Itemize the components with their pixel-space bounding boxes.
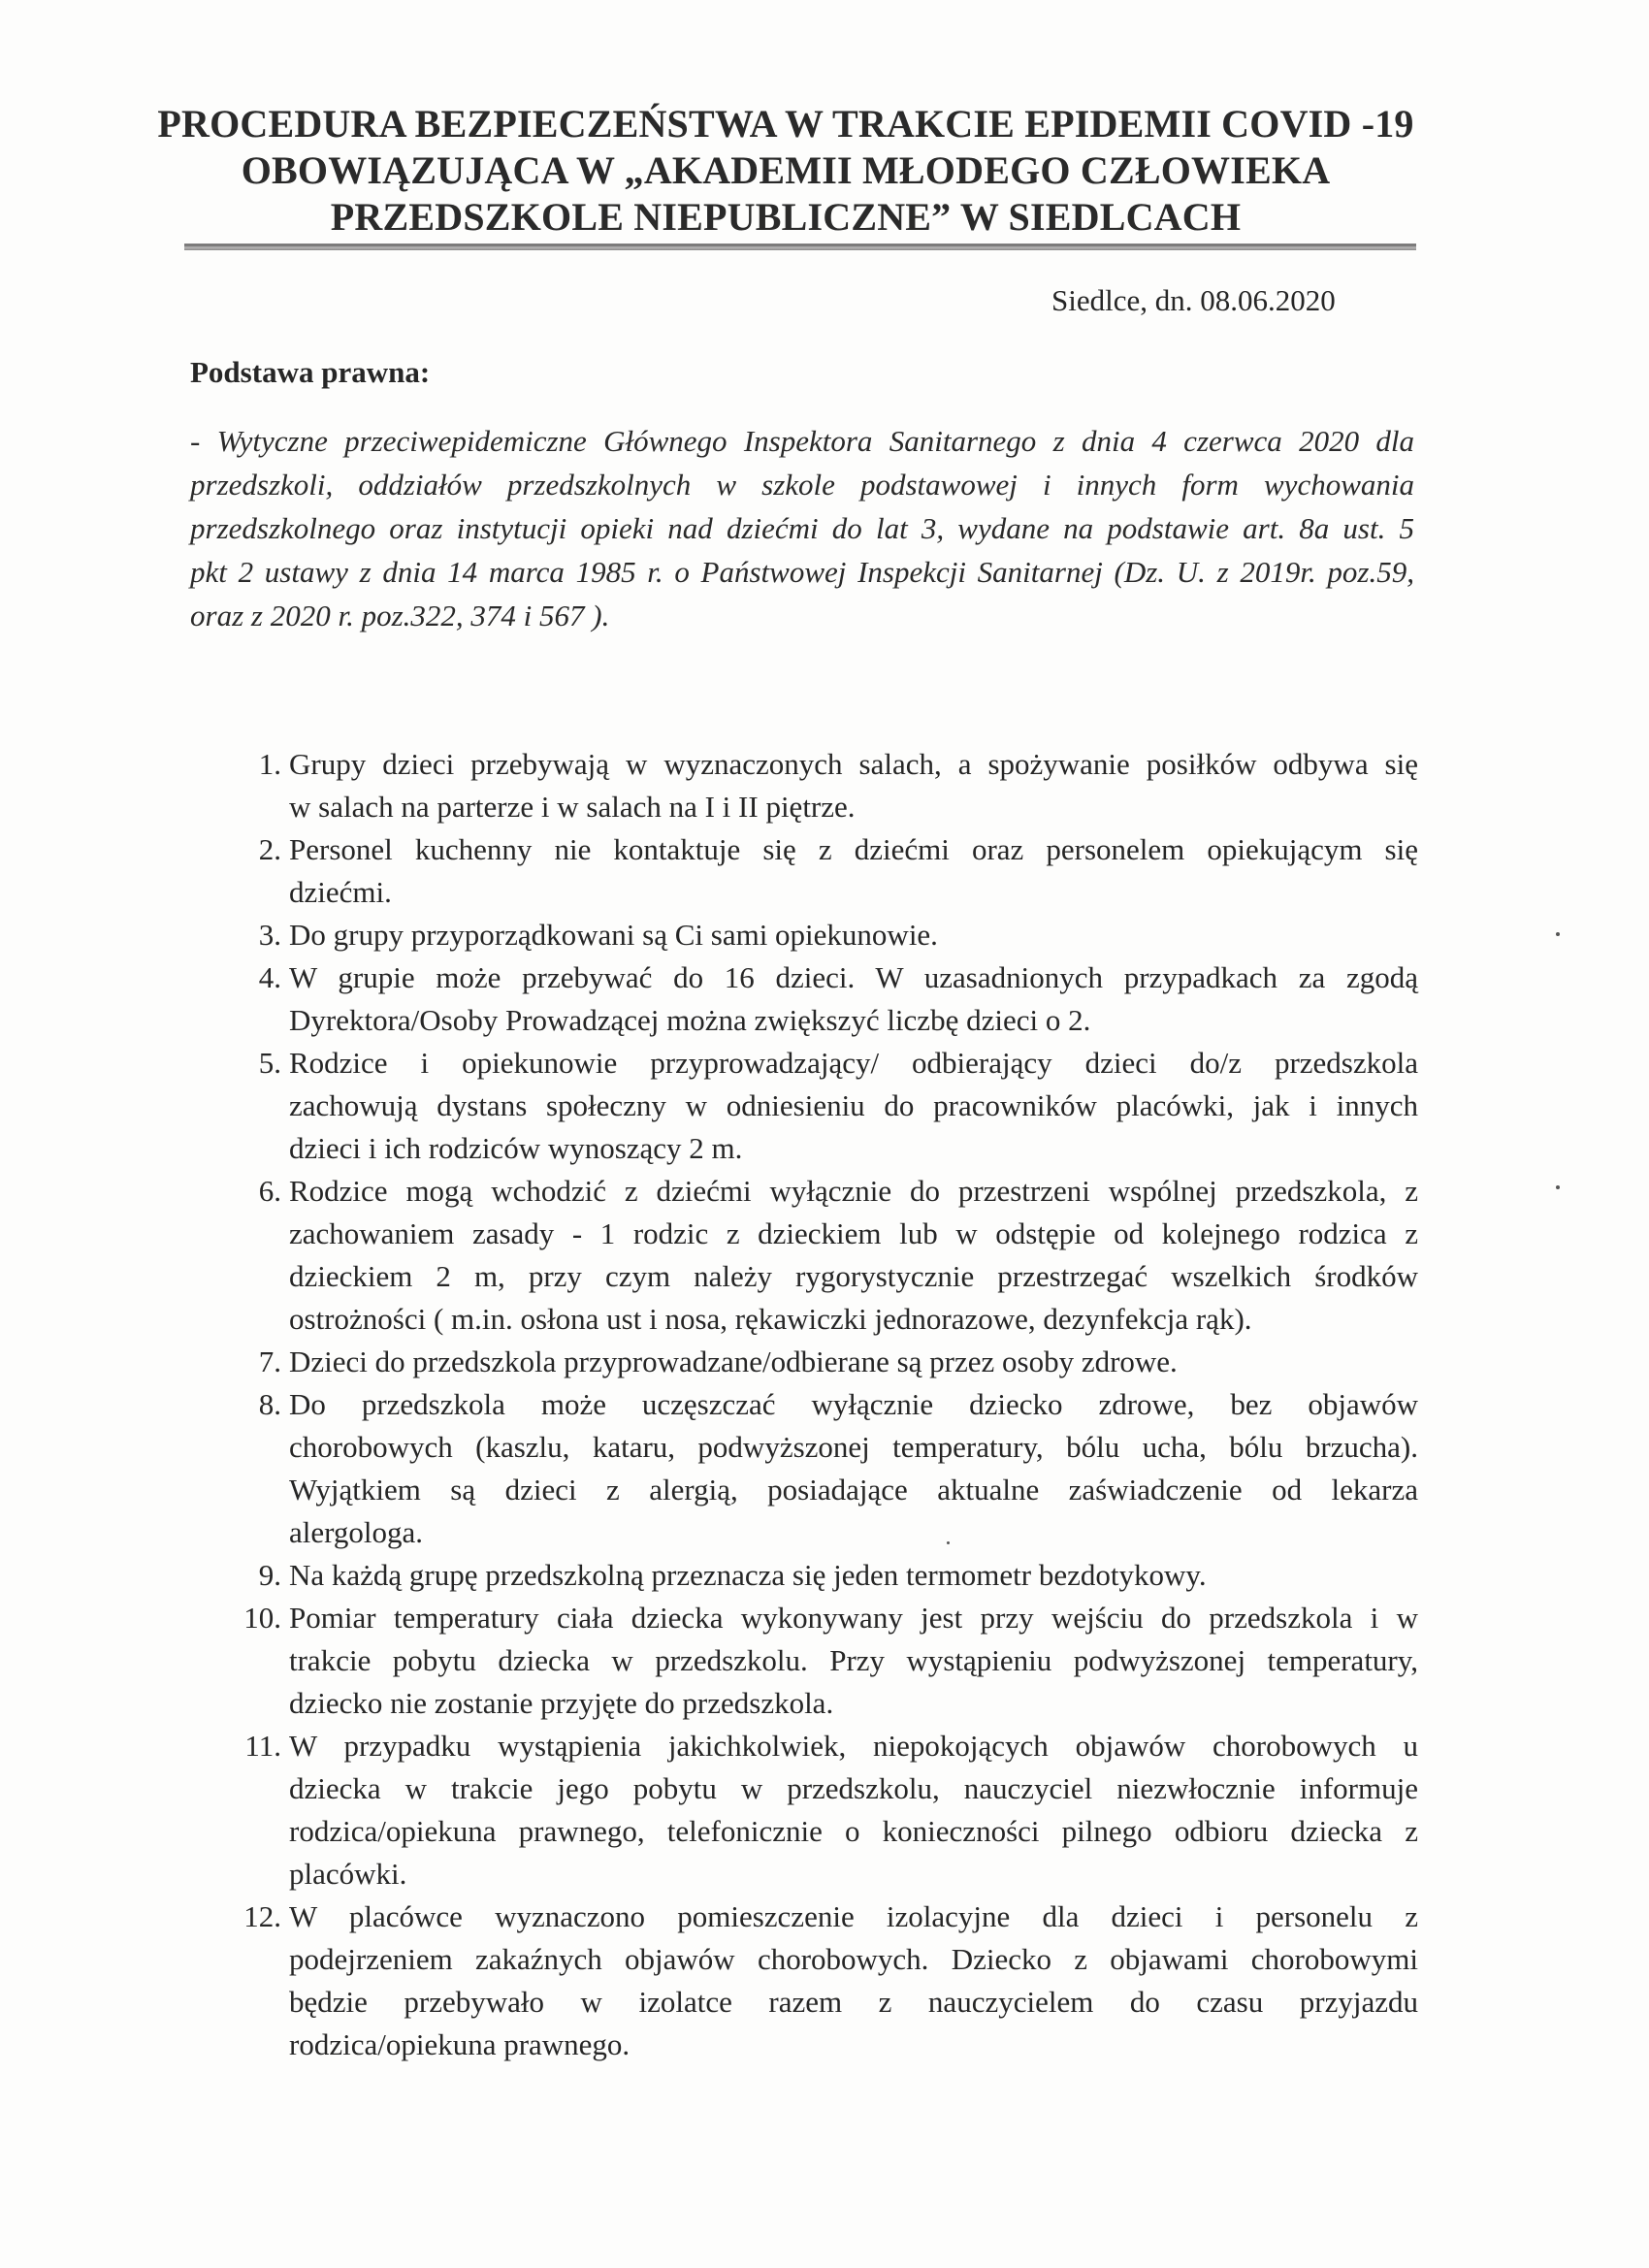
- legal-basis-heading: Podstawa prawna:: [190, 355, 431, 389]
- list-item: [229, 956, 1418, 1042]
- item-line: Do przedszkola może uczęszczać wyłącznie dziecko zdrowe, bez objawów: [289, 1387, 1418, 1421]
- item-line: podejrzeniem zakaźnych objawów chorobowych. Dziecko z objawami chorobowymi: [289, 1942, 1418, 1976]
- item-line: dzieci i ich rodziców wynoszący 2 m.: [289, 1131, 743, 1165]
- item-number: 5.: [258, 1046, 281, 1080]
- scan-speck: [1556, 1185, 1560, 1189]
- item-line: W przypadku wystąpienia jakichkolwiek, niepokojących objawów chorobowych u: [289, 1729, 1418, 1763]
- legal-basis-line: oraz z 2020 r. poz.322, 374 i 567 ).: [190, 599, 610, 632]
- item-line: w salach na parterze i w salach na I i II piętrze.: [289, 790, 856, 824]
- legal-basis-text: [190, 419, 1414, 637]
- rules-list: [229, 743, 1418, 2066]
- item-line: dziecko nie zostanie przyjęte do przedszkola.: [289, 1686, 834, 1720]
- title-divider: [184, 243, 1416, 250]
- item-number: 6.: [258, 1174, 281, 1208]
- list-item: [229, 1383, 1418, 1554]
- document-date: Siedlce, dn. 08.06.2020: [1051, 283, 1336, 317]
- list-item: [229, 1725, 1418, 1895]
- item-line: rodzica/opiekuna prawnego.: [289, 2027, 630, 2061]
- item-number: 10.: [243, 1601, 281, 1635]
- item-line: chorobowych (kaszlu, kataru, podwyższonej temperatury, bólu ucha, bólu brzucha).: [289, 1430, 1418, 1464]
- title-line: PRZEDSZKOLE NIEPUBLICZNE” W SIEDLCACH: [330, 195, 1242, 239]
- item-line: Na każdą grupę przedszkolną przeznacza się jeden termometr bezdotykowy.: [289, 1558, 1207, 1592]
- legal-basis-line: przedszkoli, oddziałów przedszkolnych w szkole podstawowej i innych form wychowania: [190, 468, 1414, 502]
- list-item: [229, 743, 1418, 828]
- item-line: Pomiar temperatury ciała dziecka wykonywany jest przy wejściu do przedszkola i w: [289, 1601, 1418, 1635]
- scan-speck: [947, 1541, 950, 1544]
- legal-basis-line: - Wytyczne przeciwepidemiczne Głównego Inspektora Sanitarnego z dnia 4 czerwca 2020 dla: [190, 424, 1414, 458]
- legal-basis-line: pkt 2 ustawy z dnia 14 marca 1985 r. o Państwowej Inspekcji Sanitarnej (Dz. U. z 2019r. poz.59,: [190, 555, 1414, 589]
- item-line: Grupy dzieci przebywają w wyznaczonych salach, a spożywanie posiłków odbywa się: [289, 747, 1418, 781]
- item-number: 7.: [258, 1345, 281, 1378]
- list-item: [229, 1554, 1418, 1597]
- item-line: zachowują dystans społeczny w odniesieniu do pracowników placówki, jak i innych: [289, 1088, 1418, 1122]
- item-line: Personel kuchenny nie kontaktuje się z dziećmi oraz personelem opiekującym się: [289, 832, 1418, 866]
- item-number: 2.: [258, 832, 281, 866]
- item-line: będzie przebywało w izolatce razem z nauczycielem do czasu przyjazdu: [289, 1985, 1418, 2019]
- item-line: Wyjątkiem są dzieci z alergią, posiadające aktualne zaświadczenie od lekarza: [289, 1473, 1418, 1507]
- item-line: W placówce wyznaczono pomieszczenie izolacyjne dla dzieci i personelu z: [289, 1899, 1418, 1933]
- item-line: Dyrektora/Osoby Prowadzącej można zwiększyć liczbę dzieci o 2.: [289, 1003, 1091, 1037]
- item-line: dziecka w trakcie jego pobytu w przedszkolu, nauczyciel niezwłocznie informuje: [289, 1771, 1418, 1805]
- item-line: zachowaniem zasady - 1 rodzic z dzieckiem lub w odstępie od kolejnego rodzica z: [289, 1216, 1418, 1250]
- list-item: [229, 1341, 1418, 1383]
- list-item: [229, 914, 1418, 956]
- item-number: 3.: [258, 918, 281, 952]
- item-line: trakcie pobytu dziecka w przedszkolu. Przy wystąpieniu podwyższonej temperatury,: [289, 1643, 1418, 1677]
- item-line: alergologa.: [289, 1515, 424, 1549]
- list-item: [229, 1042, 1418, 1170]
- item-line: ostrożności ( m.in. osłona ust i nosa, rękawiczki jednorazowe, dezynfekcja rąk).: [289, 1302, 1252, 1336]
- list-item: [229, 1895, 1418, 2066]
- list-item: [229, 1170, 1418, 1341]
- item-line: Rodzice i opiekunowie przyprowadzający/ odbierający dzieci do/z przedszkola: [289, 1046, 1418, 1080]
- title-line: PROCEDURA BEZPIECZEŃSTWA W TRAKCIE EPIDEMII COVID -19: [157, 102, 1414, 146]
- item-line: Dzieci do przedszkola przyprowadzane/odbierane są przez osoby zdrowe.: [289, 1345, 1178, 1378]
- item-number: 1.: [258, 747, 281, 781]
- item-line: dziećmi.: [289, 875, 392, 909]
- item-number: 4.: [258, 960, 281, 994]
- item-line: rodzica/opiekuna prawnego, telefonicznie o konieczności pilnego odbioru dziecka z: [289, 1814, 1418, 1848]
- title-line: OBOWIĄZUJĄCA W „AKADEMII MŁODEGO CZŁOWIEKA: [241, 148, 1331, 192]
- item-line: dzieckiem 2 m, przy czym należy rygorystycznie przestrzegać wszelkich środków: [289, 1259, 1418, 1293]
- legal-basis-line: przedszkolnego oraz instytucji opieki nad dziećmi do lat 3, wydane na podstawie art. 8a ust. 5: [190, 511, 1414, 545]
- list-item: [229, 828, 1418, 914]
- item-number: 9.: [258, 1558, 281, 1592]
- document-title: [146, 101, 1426, 241]
- item-number: 12.: [243, 1899, 281, 1933]
- scan-speck: [1556, 932, 1560, 936]
- item-line: Do grupy przyporządkowani są Ci sami opiekunowie.: [289, 918, 938, 952]
- item-line: placówki.: [289, 1857, 407, 1891]
- item-number: 8.: [258, 1387, 281, 1421]
- item-number: 11.: [244, 1729, 281, 1763]
- item-line: W grupie może przebywać do 16 dzieci. W uzasadnionych przypadkach za zgodą: [289, 960, 1418, 994]
- list-item: [229, 1597, 1418, 1725]
- item-line: Rodzice mogą wchodzić z dziećmi wyłącznie do przestrzeni wspólnej przedszkola, z: [289, 1174, 1418, 1208]
